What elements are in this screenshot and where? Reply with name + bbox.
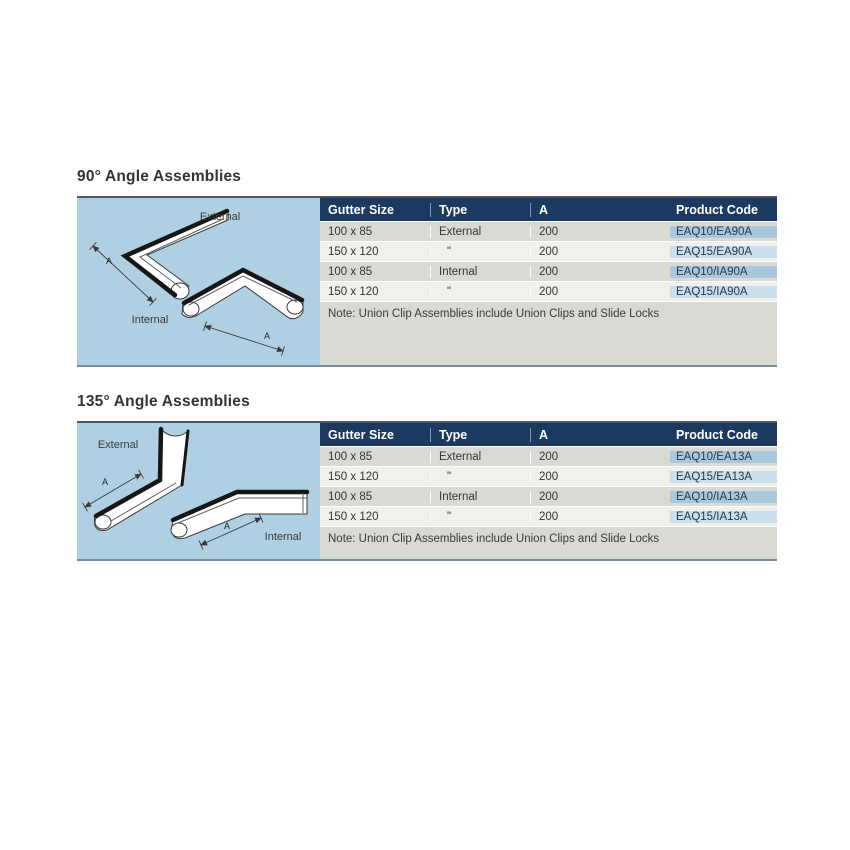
cell-product-code: EAQ10/IA90A: [670, 266, 777, 278]
cell-gutter-size: 150 x 120: [328, 245, 379, 258]
section-135-title: 135° Angle Assemblies: [77, 393, 250, 410]
angle-90-diagram-panel: [77, 198, 320, 365]
cell-a: 200: [530, 471, 670, 483]
table-note: Note: Union Clip Assemblies include Union Clips and Slide Locks: [328, 308, 660, 320]
figure-block-90: [77, 196, 777, 367]
cell-gutter-size: 150 x 120: [328, 510, 379, 523]
cell-type: External: [430, 451, 530, 463]
figure-block-135: [77, 421, 777, 561]
cell-type: ": [430, 471, 530, 483]
cell-a: 200: [530, 266, 670, 278]
cell-product-code: EAQ15/IA90A: [670, 286, 777, 298]
cell-product-code: EAQ10/EA13A: [670, 451, 777, 463]
external-label: External: [199, 211, 241, 223]
cell-type: ": [430, 246, 530, 258]
cell-a: 200: [530, 226, 670, 238]
cell-type: Internal: [430, 491, 530, 503]
column-header-a: A: [530, 203, 670, 217]
table-row: [320, 262, 777, 282]
angle-90-table-panel: [320, 198, 777, 365]
angle-135-diagram-panel: [77, 423, 320, 559]
internal-label: Internal: [131, 314, 169, 326]
table-note: Note: Union Clip Assemblies include Union Clips and Slide Locks: [328, 533, 660, 545]
cell-product-code: EAQ15/EA13A: [670, 471, 777, 483]
internal-90-angle-drawing: [182, 269, 303, 319]
section-90-angle: [77, 168, 777, 367]
external-label: External: [97, 439, 139, 451]
cell-gutter-size: 100 x 85: [328, 265, 373, 278]
column-header-a: A: [530, 428, 670, 442]
dimension-a-label: A: [105, 256, 113, 266]
column-header-gutter-size: Gutter Size: [328, 202, 394, 217]
table-row: [320, 467, 777, 487]
cell-product-code: EAQ15/EA90A: [670, 246, 777, 258]
cell-type: Internal: [430, 266, 530, 278]
cell-type: External: [430, 226, 530, 238]
cell-a: 200: [530, 246, 670, 258]
dimension-line-internal: [204, 321, 285, 356]
column-header-type: Type: [430, 203, 530, 217]
cell-type: ": [430, 286, 530, 298]
column-header-product-code: Product Code: [676, 427, 758, 442]
internal-label: Internal: [264, 531, 302, 543]
angle-90-diagram: [77, 198, 320, 365]
angle-135-diagram: [77, 423, 320, 559]
cell-gutter-size: 150 x 120: [328, 470, 379, 483]
cell-a: 200: [530, 451, 670, 463]
cell-product-code: EAQ10/EA90A: [670, 226, 777, 238]
table-row: [320, 447, 777, 467]
cell-product-code: EAQ15/IA13A: [670, 511, 777, 523]
dimension-a-label: A: [223, 521, 231, 531]
cell-type: ": [430, 511, 530, 523]
section-135-angle: [77, 393, 777, 561]
cell-gutter-size: 100 x 85: [328, 490, 373, 503]
cell-gutter-size: 100 x 85: [328, 225, 373, 238]
cell-gutter-size: 150 x 120: [328, 285, 379, 298]
table-row: [320, 282, 777, 302]
dimension-a-label: A: [263, 331, 271, 341]
cell-product-code: EAQ10/IA13A: [670, 491, 777, 503]
table-header-row: [320, 423, 777, 447]
column-header-product-code: Product Code: [676, 202, 758, 217]
dimension-a-label: A: [101, 477, 109, 487]
table-row: [320, 242, 777, 262]
cell-a: 200: [530, 511, 670, 523]
table-row: [320, 487, 777, 507]
column-header-type: Type: [430, 428, 530, 442]
section-90-title: 90° Angle Assemblies: [77, 168, 242, 185]
column-header-gutter-size: Gutter Size: [328, 427, 394, 442]
cell-gutter-size: 100 x 85: [328, 450, 373, 463]
table-row: [320, 222, 777, 242]
cell-a: 200: [530, 286, 670, 298]
table-row: [320, 507, 777, 527]
angle-135-table-panel: [320, 423, 777, 559]
table-header-row: [320, 198, 777, 222]
cell-a: 200: [530, 491, 670, 503]
